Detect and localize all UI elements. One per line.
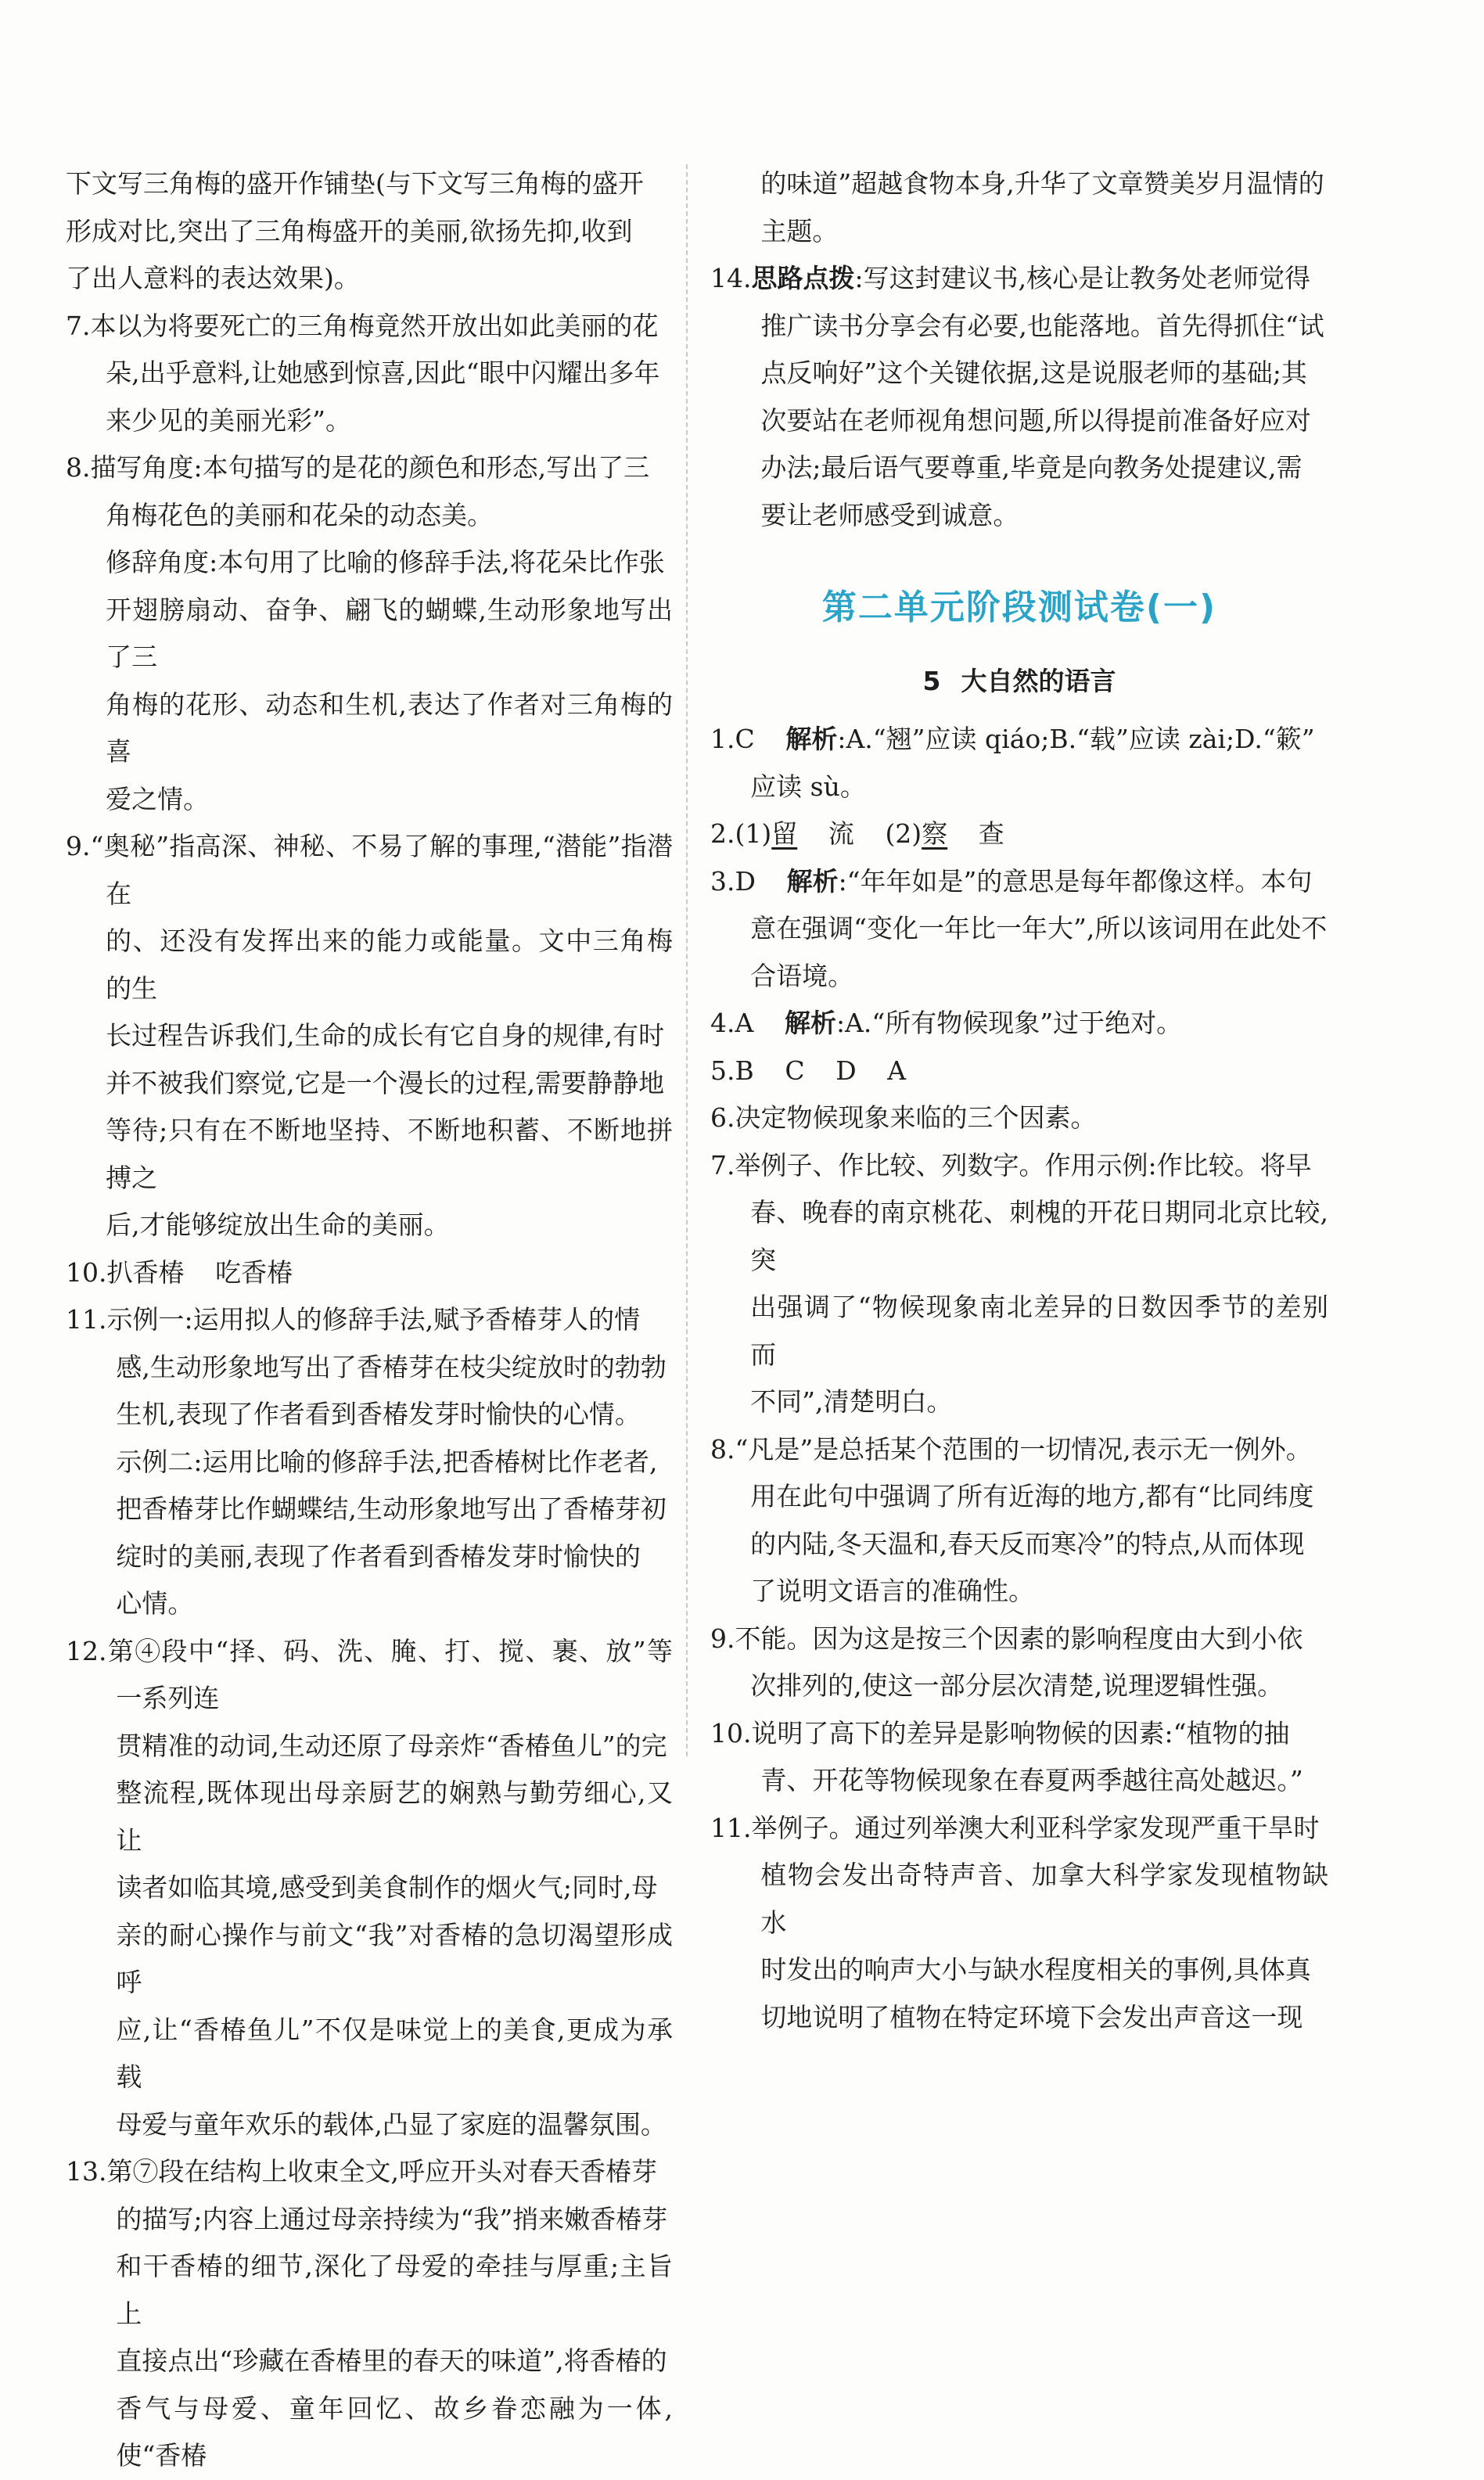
answer-8: 8.“凡是”是总括某个范围的一切情况,表示无一例外。 用在此句中强调了所有近海的地方,都有“比同纬度 的内陆,冬天温和,春天反而寒冷”的特点,从而体现 了说明文语言的准确性。: [710, 1433, 1314, 1606]
answer-11: 11.举例子。通过列举澳大利亚科学家发现严重干旱时 植物会发出奇特声音、加拿大科学家发现植物缺水 时发出的响声大小与缺水程度相关的事例,具体真 切地说明了植物在特定环境下会发出声音这一现: [710, 1812, 1328, 2033]
answer-12: 12.第④段中“择、码、洗、腌、打、搅、裹、放”等一系列连 贯精准的动词,生动还原了母亲炸“香椿鱼儿”的完 整流程,既体现出母亲厨艺的娴熟与勤劳细心,又让 读者如临其境,感受到美食制作的烟火气;同时,母 亲的耐心操作与前文“我”对香椿的急切渴望形成呼 应,让“香椿鱼儿”不仅是味觉上的美食,更成为承载 母爱与童年欢乐的载体,凸显了家庭的温馨氛围。: [66, 1635, 673, 2140]
answer-2: 2.(1)留 流 (2)察 查: [710, 818, 1004, 849]
hint-label: 思路点拨: [751, 263, 855, 293]
column-divider: [686, 164, 688, 1756]
answer-10: 10.扒香椿 吃香椿: [66, 1256, 293, 1288]
paragraph-continued: 下文写三角梅的盛开作铺垫(与下文写三角梅的盛开 形成对比,突出了三角梅盛开的美丽,欲扬先抑,收到 了出人意料的表达效果)。: [66, 168, 644, 293]
answer-9: 9.不能。因为这是按三个因素的影响程度由大到小依 次排列的,使这一部分层次清楚,说理逻辑性强。: [710, 1623, 1303, 1701]
unit-title: 第二单元阶段测试卷(一): [821, 588, 1217, 627]
answer-4: 4.A 解析:A.“所有物候现象”过于绝对。: [710, 1008, 1183, 1038]
answer-5: 5.B C D A: [710, 1055, 907, 1086]
answer-8: 8.描写角度:本句描写的是花的颜色和形态,写出了三 角梅花色的美丽和花朵的动态美。: [66, 452, 650, 530]
answer-7: 7.举例子、作比较、列数字。作用示例:作比较。将早 春、晚春的南京桃花、刺槐的开花日期同北京比较,突 出强调了“物候现象南北差异的日数因季节的差别而 不同”,清楚明白。: [710, 1149, 1328, 1417]
answer-6: 6.决定物候现象来临的三个因素。: [710, 1102, 1097, 1133]
answer-7: 7.本以为将要死亡的三角梅竟然开放出如此美丽的花 朵,出乎意料,让她感到惊喜,因此“眼中闪耀出多年 来少见的美丽光彩”。: [66, 310, 660, 436]
right-column: [710, 160, 1328, 2041]
answer-10: 10.说明了高下的差异是影响物候的因素:“植物的抽 青、开花等物候现象在春夏两季越往高处越迟。”: [710, 1717, 1303, 1795]
answer-3: 3.D 解析:“年年如是”的意思是每年都像这样。本句 意在强调“变化一年比一年大”,所以该词用在此处不 合语境。: [710, 865, 1328, 991]
lesson-title: 5 大自然的语言: [922, 666, 1116, 696]
answer-14: 14.思路点拨:写这封建议书,核心是让教务处老师觉得 推广读书分享会有必要,也能落地。首先得抓住“试 点反响好”这个关键依据,这是说服老师的基础;其 次要站在老师视角想问题,所以得提前准备好应对 办法;最后语气要尊重,毕竟是向教务处提建议,需 要让老师感受到诚意。: [710, 263, 1324, 530]
answer-11-example-2: 示例二:运用比喻的修辞手法,把香椿树比作老者, 把香椿芽比作蝴蝶结,生动形象地写出了香椿芽初 绽时的美丽,表现了作者看到香椿发芽时愉快的 心情。: [116, 1446, 667, 1619]
left-column: [66, 160, 673, 2480]
answer-13: 13.第⑦段在结构上收束全文,呼应开头对春天香椿芽 的描写;内容上通过母亲持续为“我”捎来嫩香椿芽 和干香椿的细节,深化了母爱的牵挂与厚重;主旨上 直接点出“珍藏在香椿里的春天的味道”,将香椿的 香气与母爱、童年回忆、故乡眷恋融为一体,使“香椿: [66, 2156, 673, 2471]
answer-1: 1.C 解析:A.“翘”应读 qiáo;B.“载”应读 zài;D.“簌” 应读 sù。: [710, 724, 1315, 802]
answer-8-rhetoric: 修辞角度:本句用了比喻的修辞手法,将花朵比作张 开翅膀扇动、奋争、翩飞的蝴蝶,生动形象地写出了三 角梅的花形、动态和生机,表达了作者对三角梅的喜 爱之情。: [106, 547, 673, 814]
answer-9: 9.“奥秘”指高深、神秘、不易了解的事理,“潜能”指潜在 的、还没有发挥出来的能力或能量。文中三角梅的生 长过程告诉我们,生命的成长有它自身的规律,有时 并不被我们察觉,它是一个漫长的过程,需要静静地 等待;只有在不断地坚持、不断地积蓄、不断地拼搏之 后,才能够绽放出生命的美丽。: [66, 831, 673, 1240]
answer-13-continued: 的味道”超越食物本身,升华了文章赞美岁月温情的 主题。: [760, 168, 1324, 246]
answer-11: 11.示例一:运用拟人的修辞手法,赋予香椿芽人的情 感,生动形象地写出了香椿芽在枝尖绽放时的勃勃 生机,表现了作者看到香椿发芽时愉快的心情。: [66, 1304, 667, 1429]
